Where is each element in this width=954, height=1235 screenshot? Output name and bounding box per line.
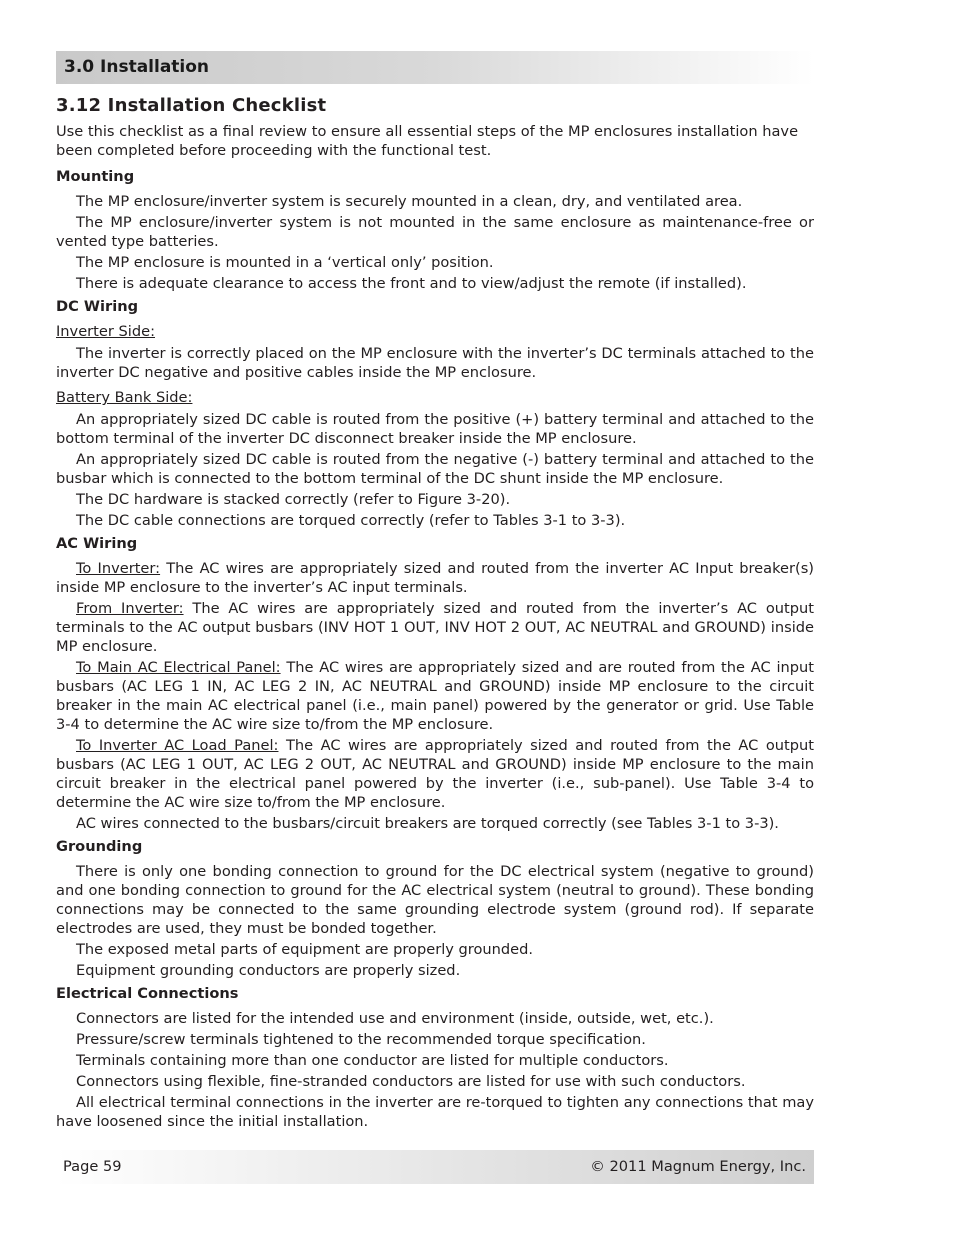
mounting-list xyxy=(56,192,814,293)
list-item xyxy=(56,736,814,812)
list-item: The exposed metal parts of equipment are properly grounded. xyxy=(76,941,534,958)
dc-wiring-heading: DC Wiring xyxy=(56,298,139,315)
ac-wiring-heading: AC Wiring xyxy=(56,535,138,552)
item-label: To Inverter AC Load Panel: xyxy=(76,737,279,754)
page-content xyxy=(56,94,814,1133)
list-item: The DC cable connections are torqued correctly (refer to Tables 3-1 to 3-3). xyxy=(76,512,626,529)
list-item: Terminals containing more than one conductor are listed for multiple conductors. xyxy=(76,1052,669,1069)
list-item xyxy=(56,814,814,833)
grounding-heading: Grounding xyxy=(56,838,143,855)
list-item xyxy=(56,658,814,734)
list-item: The MP enclosure/inverter system is securely mounted in a clean, dry, and ventilated area. xyxy=(76,193,743,210)
list-item: The DC hardware is stacked correctly (refer to Figure 3-20). xyxy=(76,491,511,508)
list-item: Connectors using flexible, fine-stranded conductors are listed for use with such conductors. xyxy=(76,1073,746,1090)
item-label: To Main AC Electrical Panel: xyxy=(76,659,281,676)
list-item: An appropriately sized DC cable is routed from the negative (-) battery terminal and attached to the busbar which is connected to the bottom terminal of the DC shunt inside the MP enclosure. xyxy=(56,451,814,487)
list-item xyxy=(56,599,814,656)
item-text: The AC wires are appropriately sized and are routed from the AC input busbars (AC LEG 1 IN, AC LEG 2 IN, AC NEUTRAL and GROUND) inside MP enclosure to the circuit breaker in the main AC electrical panel (i.e., main panel) powered by the generator or grid. Use Table 3-4 to determine the AC wire size to/from the MP enclosure. xyxy=(56,659,814,733)
list-item: There is only one bonding connection to ground for the DC electrical system (negative to ground) and one bonding connection to ground for the AC electrical system (neutral to ground). These bonding connections may be connected to the same grounding electrode system (ground rod). If separate electrodes are used, they must be bonded together. xyxy=(56,863,814,937)
item-label: To Inverter: xyxy=(76,560,161,577)
list-item: Pressure/screw terminals tightened to the recommended torque specification. xyxy=(76,1031,646,1048)
page-number: Page 59 xyxy=(63,1158,122,1175)
section-title: 3.0 Installation xyxy=(64,57,210,77)
mounting-heading: Mounting xyxy=(56,168,135,185)
list-item: An appropriately sized DC cable is routed from the positive (+) battery terminal and attached to the bottom terminal of the inverter DC disconnect breaker inside the MP enclosure. xyxy=(56,411,814,447)
list-item: The inverter is correctly placed on the MP enclosure with the inverter’s DC terminals attached to the inverter DC negative and positive cables inside the MP enclosure. xyxy=(56,345,814,381)
electrical-connections-heading: Electrical Connections xyxy=(56,985,239,1002)
battery-side-label: Battery Bank Side: xyxy=(56,389,193,406)
section-header-bar xyxy=(56,51,814,84)
list-item: All electrical terminal connections in the inverter are re-torqued to tighten any connections that may have loosened since the initial installation. xyxy=(56,1094,814,1130)
item-text: The AC wires are appropriately sized and routed from the AC output busbars (AC LEG 1 OUT, AC LEG 2 OUT, AC NEUTRAL and GROUND) inside MP enclosure to the main circuit breaker in the electrical panel powered by the inverter (i.e., sub-panel). Use Table 3-4 to determine the AC wire size to/from the MP enclosure. xyxy=(56,737,814,811)
list-item: The MP enclosure is mounted in a ‘vertical only’ position. xyxy=(76,254,494,271)
item-text: The AC wires are appropriately sized and routed from the inverter’s AC output terminals to the AC output busbars (INV HOT 1 OUT, INV HOT 2 OUT, AC NEUTRAL and GROUND) inside MP enclosure. xyxy=(56,600,814,655)
page-footer xyxy=(56,1150,814,1184)
intro-paragraph: Use this checklist as a final review to ensure all essential steps of the MP enclosures installation have been completed before proceeding with the functional test. xyxy=(56,123,799,159)
list-item xyxy=(56,559,814,597)
item-label: From Inverter: xyxy=(76,600,184,617)
item-text: AC wires connected to the busbars/circuit breakers are torqued correctly (see Tables 3-1 to 3-3). xyxy=(76,815,779,832)
copyright-text: © 2011 Magnum Energy, Inc. xyxy=(590,1158,806,1175)
list-item: There is adequate clearance to access the front and to view/adjust the remote (if installed). xyxy=(76,275,747,292)
inverter-side-label: Inverter Side: xyxy=(56,323,155,340)
list-item: Connectors are listed for the intended use and environment (inside, outside, wet, etc.). xyxy=(76,1010,714,1027)
item-text: The AC wires are appropriately sized and routed from the inverter AC Input breaker(s) inside MP enclosure to the inverter’s AC input terminals. xyxy=(56,560,814,596)
page-title: 3.12 Installation Checklist xyxy=(56,95,327,116)
list-item: Equipment grounding conductors are properly sized. xyxy=(76,962,461,979)
list-item: The MP enclosure/inverter system is not mounted in the same enclosure as maintenance-free or vented type batteries. xyxy=(56,214,814,250)
